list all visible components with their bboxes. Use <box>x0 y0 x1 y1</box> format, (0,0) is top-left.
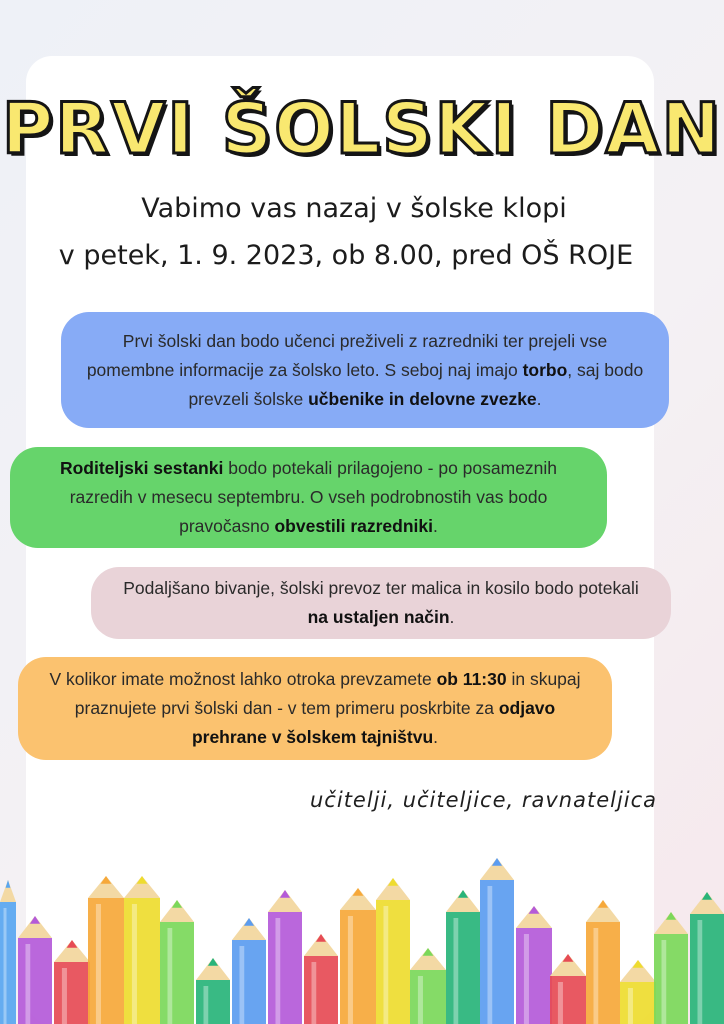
text-span: in skupaj praznujete prvi šolski dan - v tem primeru poskrbite za <box>74 669 581 718</box>
info-box-pickup <box>18 657 612 760</box>
pencil-highlight <box>203 986 208 1024</box>
pencil-tip <box>423 948 434 956</box>
pencil-body <box>18 938 52 1024</box>
pencil-tip <box>101 876 112 884</box>
pencil-body <box>160 922 194 1024</box>
text-span: . <box>536 388 542 409</box>
pencil-highlight <box>348 916 353 1024</box>
pencil-body <box>88 898 124 1024</box>
pencil-tip <box>280 890 290 898</box>
text-span: bodo potekali prilagojeno - po posameznih razredih v mesecu septembru. O vseh podrobnostih vas bodo pravočasno <box>69 458 558 536</box>
pencil-highlight <box>96 904 101 1024</box>
pencil-body <box>124 898 160 1024</box>
pencil-tip <box>563 954 574 962</box>
pencil-tip <box>529 906 540 914</box>
pencil-highlight <box>275 918 280 1024</box>
pencil-highlight <box>453 918 458 1024</box>
pencil-tip <box>388 878 398 886</box>
pencil-body <box>550 976 586 1024</box>
invite-line-1: Vabimo vas nazaj v šolske klopi <box>141 193 567 224</box>
pencil-body <box>0 902 16 1024</box>
pencil-body <box>410 970 446 1024</box>
pencil-tip <box>67 940 78 948</box>
bold-text: obvestili razredniki <box>274 516 433 536</box>
text-span: , saj bodo prevzeli šolske <box>188 359 644 409</box>
pencil-body <box>232 940 266 1024</box>
info-text-services <box>113 574 649 632</box>
pencil-highlight <box>697 920 702 1024</box>
pencil-highlight <box>661 940 666 1024</box>
pencil-tip <box>244 918 254 926</box>
pencil-highlight <box>25 944 30 1024</box>
pencil-body <box>268 912 302 1024</box>
info-box-first-day <box>61 312 669 428</box>
pencil-highlight <box>4 908 7 1024</box>
text-span: . <box>433 727 439 747</box>
info-text-parent-meetings <box>32 454 585 541</box>
info-text-pickup <box>40 665 590 752</box>
pencil-tip <box>492 858 502 866</box>
pencil-tip <box>137 876 148 884</box>
info-box-parent-meetings <box>10 447 607 548</box>
pencil-highlight <box>593 928 598 1024</box>
bold-text: na ustaljen način <box>307 607 450 627</box>
signature: učitelji, učiteljice, ravnateljica <box>310 788 658 812</box>
pencil-body <box>690 914 724 1024</box>
pencil-body <box>480 880 514 1024</box>
info-box-services <box>91 567 671 639</box>
text-span: V kolikor imate možnost lahko otroka prevzamete <box>49 669 437 689</box>
pencil-tip <box>666 912 676 920</box>
pencil-tip <box>30 916 40 924</box>
pencil-highlight <box>239 946 244 1024</box>
pencil-highlight <box>418 976 423 1024</box>
pencil-tip <box>598 900 608 908</box>
text-span: . <box>433 516 438 536</box>
page-title: PRVI ŠOLSKI DAN <box>1 88 723 170</box>
pencil-body <box>376 900 410 1024</box>
pencil-body <box>516 928 552 1024</box>
pencil-highlight <box>167 928 172 1024</box>
pencil-highlight <box>62 968 67 1024</box>
pencil-tip <box>633 960 644 968</box>
bold-text: učbenike in delovne zvezke <box>308 388 537 409</box>
pencil-body <box>54 962 90 1024</box>
colored-pencils-icon <box>0 820 724 1024</box>
invite-line-2: v petek, 1. 9. 2023, ob 8.00, pred OŠ ROJE <box>58 240 634 271</box>
pencil-highlight <box>383 906 388 1024</box>
text-span: . <box>449 607 455 627</box>
pencil-highlight <box>524 934 529 1024</box>
pencil-tip <box>353 888 364 896</box>
bold-text: odjavo prehrane v šolskem tajništvu <box>191 698 556 747</box>
pencil-body <box>446 912 480 1024</box>
pencil-highlight <box>132 904 137 1024</box>
pencil-body <box>196 980 230 1024</box>
pencil-body <box>620 982 656 1024</box>
pencil-body <box>654 934 688 1024</box>
pencil-body <box>340 910 376 1024</box>
pencil-body <box>304 956 338 1024</box>
pencil-tip <box>458 890 468 898</box>
pencil-highlight <box>628 988 633 1024</box>
text-span: Podaljšano bivanje, šolski prevoz ter malica in kosilo bodo potekali <box>123 578 639 598</box>
pencil-tip <box>172 900 182 908</box>
bold-text: ob 11:30 <box>436 669 507 689</box>
pencil-body <box>586 922 620 1024</box>
pencil-highlight <box>558 982 563 1024</box>
text-span: Prvi šolski dan bodo učenci preživeli z razredniki ter prejeli vse pomembne informacije za šolsko leto. S seboj naj imajo <box>86 330 608 380</box>
pencil-tip <box>316 934 326 942</box>
pencil-tip <box>6 880 11 888</box>
pencil-highlight <box>487 886 492 1024</box>
bold-text: Roditeljski sestanki <box>59 458 224 478</box>
pencil-tip <box>208 958 218 966</box>
bold-text: torbo <box>522 359 568 380</box>
pencil-highlight <box>311 962 316 1024</box>
pencil-tip <box>702 892 712 900</box>
info-text-first-day <box>83 327 647 414</box>
